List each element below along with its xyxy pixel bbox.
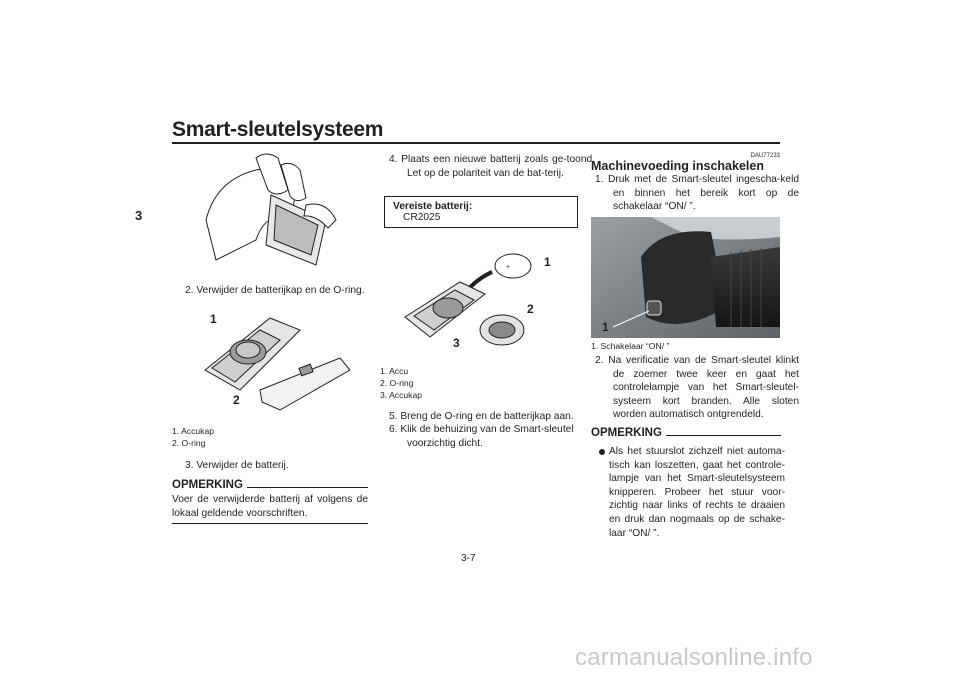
col1-note-rule [172,523,368,524]
col3-note-heading [591,427,781,439]
col1-note-heading [172,479,368,491]
col1-note-text: Voer de verwijderde batterij af volgens de lokaal geldende voorschriften. [172,494,368,519]
col3-step-1: 1. Druk met de Smart-sleutel ingescha-keld en binnen het bereik kort op de schakelaar “ON/ ”. [595,174,799,213]
section-code: DAU77233 [750,153,780,159]
fig2-callout-1: 1 [210,312,217,326]
col3-note-title: OPMERKING [591,427,662,439]
svg-text:+: + [506,264,511,271]
fig3-caption-1: 1. Accu [380,366,409,376]
page-title: Smart-sleutelsysteem [172,118,384,141]
fig3-caption-2: 2. O-ring [380,378,414,388]
col2-step-5: 5. Breng de O-ring en de batterijkap aan. [389,411,574,422]
handlebar-switch-photo [591,217,780,338]
fig3-callout-2: 2 [527,302,534,316]
battery-box-value: CR2025 [403,212,441,223]
col3-step-2: 2. Na verificatie van de Smart-sleutel klinkt de zoemer twee keer en gaat het controlelampje van het Smart-sleutel-systeem kort branden. Alle sloten worden automatisch ontgrendeld. [595,355,799,421]
section-title: Machinevoeding inschakelen [591,159,764,173]
watermark: carmanualsonline.info [575,644,813,671]
fig2-caption-2: 2. O-ring [172,438,206,448]
col1-step-3: 3. Verwijder de batterij. [185,460,289,471]
fig2-caption-1: 1. Accukap [172,426,215,436]
col1-step-2: 2. Verwijder de batterijkap en de O-ring. [185,285,365,296]
page-number: 3-7 [461,553,476,564]
fig3-callout-3: 3 [453,336,460,350]
header-rule [172,142,780,144]
chapter-tab: 3 [135,208,143,223]
fig3-callout-1: 1 [544,255,551,269]
hands-removing-cover-illustration [196,150,346,275]
col3-note-bullet: Als het stuurslot zichzelf niet automa-tisch kan loszetten, gaat het controle-lampje van het Smart-sleutelsysteem knipperen. Probeer het stuur voor-zichtig naar links of rechts te draaien en druk dan nogmaals op de schake-laar “ON/ ”. [595,445,785,540]
battery-info-box [384,196,578,228]
photo-caption: 1. Schakelaar “ON/ ” [591,341,670,351]
fig2-callout-2: 2 [233,393,240,407]
fig3-caption-3: 3. Accukap [380,390,423,400]
col2-step-6: 6. Klik de behuizing van de Smart-sleutel voorzichtig dicht. [389,424,574,449]
col2-step-4: 4. Plaats een nieuwe batterij zoals ge-toond. Let op de polariteit van de bat-terij. [389,154,595,179]
photo-callout-1: 1 [602,320,609,334]
battery-box-label: Vereiste batterij: [393,201,473,212]
col1-note-title: OPMERKING [172,479,243,491]
key-cover-oring-illustration [200,310,360,420]
